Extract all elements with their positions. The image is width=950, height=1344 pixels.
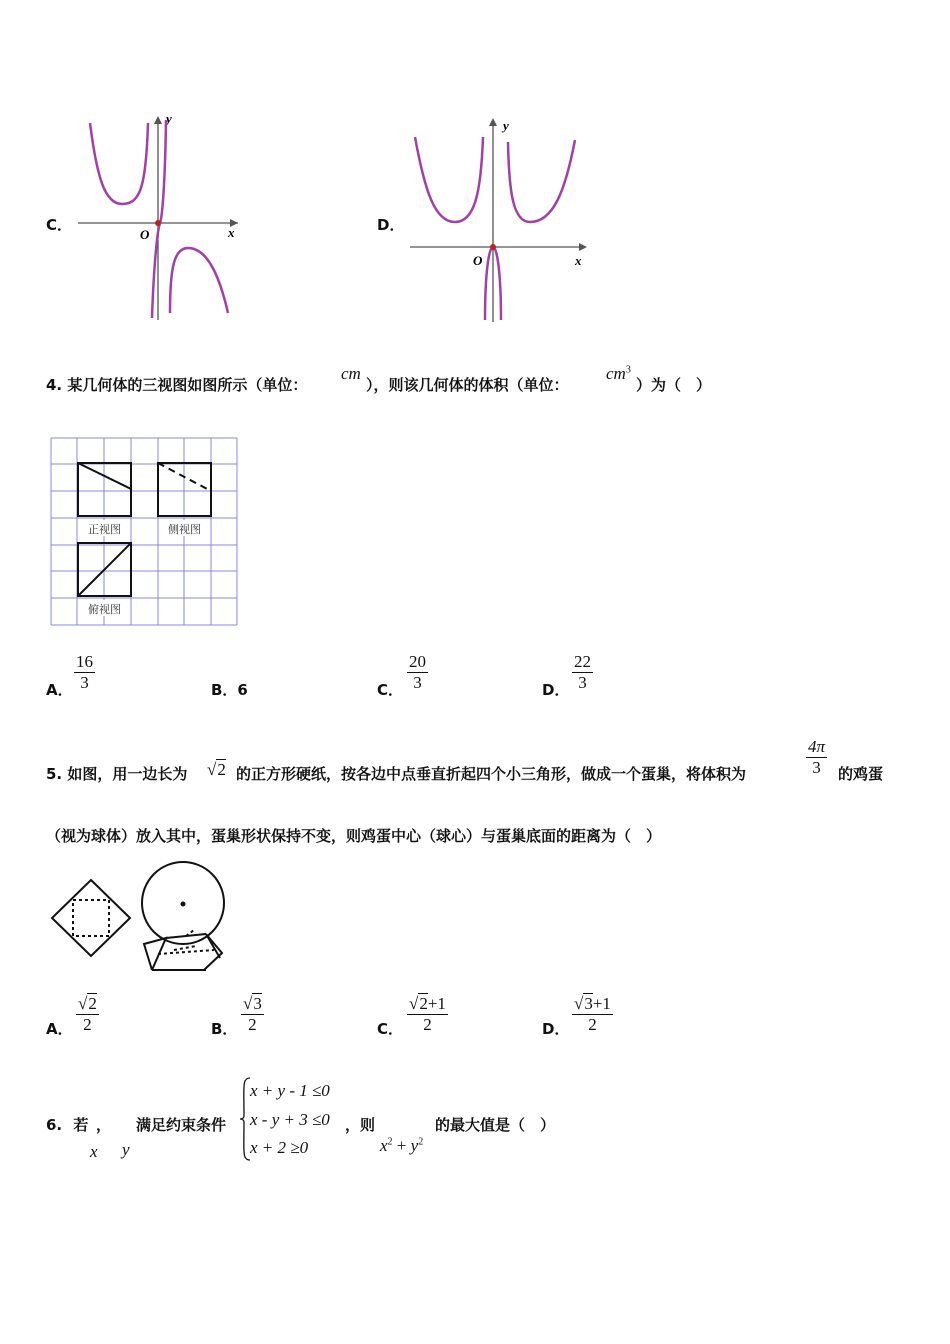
graph-d xyxy=(405,112,595,324)
q4-option-a[interactable]: A． xyxy=(46,681,73,699)
question-6 xyxy=(46,1114,88,1135)
nest xyxy=(144,930,222,970)
y-axis-label: y xyxy=(166,111,172,126)
volume-fraction: $\frac{4\pi}{3}$ xyxy=(808,737,826,777)
question-text-3: ）为（ ） xyxy=(636,376,712,394)
sqrt-2: √2 xyxy=(207,760,226,779)
sphere-center xyxy=(181,902,186,907)
origin-label: O xyxy=(473,253,483,268)
front-view-label: 正视图 xyxy=(88,524,121,536)
q4-option-b[interactable]: B．6 xyxy=(211,681,248,699)
q5-option-b[interactable]: B． xyxy=(211,1020,238,1038)
q5-option-d[interactable]: D． xyxy=(542,1020,570,1038)
comma: ， xyxy=(96,1116,112,1134)
question-text-1: 某几何体的三视图如图所示（单位： xyxy=(67,376,308,394)
question-text-3: 的鸡蛋 xyxy=(838,765,884,783)
x-axis-arrow xyxy=(579,243,587,251)
graph-c xyxy=(70,108,250,323)
option-d-label: D． xyxy=(377,216,405,234)
question-text-line2: （视为球体）放入其中，蛋巢形状保持不变，则鸡蛋中心（球心）与蛋巢底面的距离为（ ） xyxy=(46,827,662,845)
curve-upper-left xyxy=(415,137,483,222)
question-text-2: 的正方形硬纸，按各边中点垂直折起四个小三角形，做成一个蛋巢，将体积为 xyxy=(236,765,747,783)
q4-option-c[interactable]: C． xyxy=(377,681,404,699)
question-text-4: 的最大值是（ ） xyxy=(435,1116,556,1134)
q5-option-a[interactable]: A． xyxy=(46,1020,73,1038)
origin-dot xyxy=(490,244,496,250)
side-view-label: 侧视图 xyxy=(168,524,201,536)
constraint-2: x - y + 3 ≤0 xyxy=(250,1109,330,1129)
q4-option-d-fraction: $\frac{22}{3}$ xyxy=(574,652,591,692)
q5-option-c[interactable]: C． xyxy=(377,1020,404,1038)
constraint-1: x + y - 1 ≤0 xyxy=(250,1081,330,1100)
unit-cm: cm xyxy=(341,364,361,383)
three-view-figure xyxy=(46,435,241,630)
x-axis-label: x xyxy=(228,225,235,240)
var-y: y xyxy=(122,1140,130,1159)
question-4 xyxy=(46,374,307,395)
option-c-label: C． xyxy=(46,216,73,234)
folded-paper xyxy=(52,880,130,956)
q4-option-a-fraction: $\frac{16}{3}$ xyxy=(76,652,93,692)
question-text-2: 满足约束条件 xyxy=(136,1116,227,1134)
q5-option-b-fraction: $\frac{√3}{2}$ xyxy=(243,994,262,1034)
y-axis-arrow xyxy=(489,118,497,126)
origin-dot xyxy=(155,220,161,226)
question-text-1: 若 xyxy=(73,1116,89,1134)
curve-upper-right xyxy=(508,140,575,222)
origin-label: O xyxy=(140,227,150,242)
x-axis-label: x xyxy=(575,253,582,268)
q5-option-d-fraction: $\frac{√3+1}{2}$ xyxy=(574,994,611,1034)
q5-option-c-fraction: $\frac{√2+1}{2}$ xyxy=(409,994,446,1034)
constraints xyxy=(250,1077,330,1163)
constraint-3: x + 2 ≥0 xyxy=(250,1138,309,1157)
question-5 xyxy=(46,763,187,784)
question-number: 4. xyxy=(46,376,63,394)
curve-lower-right xyxy=(170,248,228,313)
y-axis-label: y xyxy=(503,118,509,133)
q4-option-d[interactable]: D． xyxy=(542,681,570,699)
egg-nest-figure xyxy=(46,858,231,978)
unit-cm3: $cm^3$ xyxy=(606,364,631,383)
question-number: 5. xyxy=(46,765,63,783)
question-text-2: ），则该几何体的体积（单位： xyxy=(366,376,569,394)
question-text-1: 如图，用一边长为 xyxy=(67,765,188,783)
top-view-label: 俯视图 xyxy=(88,604,121,616)
curve-upper-left xyxy=(90,123,148,204)
q4-option-c-fraction: $\frac{20}{3}$ xyxy=(409,652,426,692)
question-text-3: ，则 xyxy=(345,1116,376,1134)
question-number: 6. xyxy=(46,1116,63,1134)
y-axis-arrow xyxy=(154,116,162,124)
curve-middle xyxy=(152,120,166,318)
var-x: x xyxy=(90,1142,98,1161)
q5-option-a-fraction: $\frac{√2}{2}$ xyxy=(78,994,97,1034)
objective-expression: $x^2 + y^2$ xyxy=(380,1136,424,1155)
